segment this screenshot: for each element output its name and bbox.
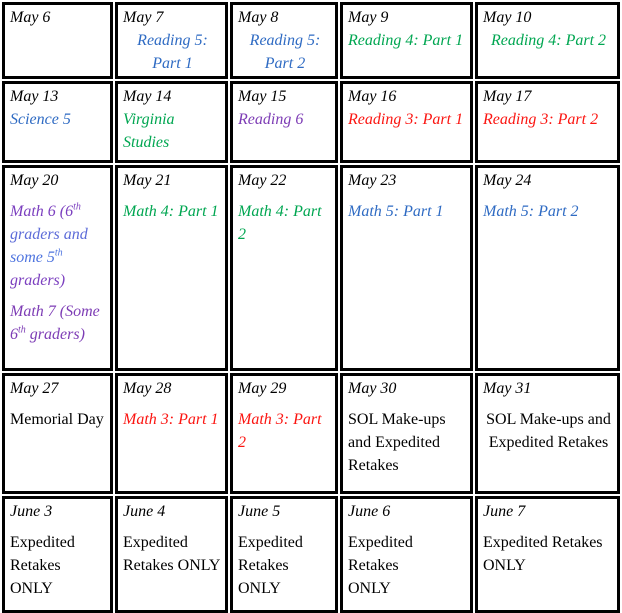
event-line: Expedited (238, 534, 303, 551)
cell-date-label: May 7 (123, 9, 164, 26)
event-line: Retakes ONLY (10, 557, 61, 597)
event-label (238, 200, 332, 246)
cell-date-label: May 14 (123, 88, 172, 105)
event-label (10, 108, 107, 131)
cell-date-label: June 3 (10, 503, 53, 520)
event-label (348, 29, 467, 52)
cell-date-label: May 8 (238, 9, 279, 26)
event-label (483, 531, 614, 577)
event-line: Math 4: Part 1 (123, 203, 219, 220)
cell-date-label: June 7 (483, 503, 526, 520)
calendar-cell-may-13 (2, 81, 113, 163)
calendar-cell-may-28 (115, 373, 228, 494)
calendar-cell-may-6 (2, 2, 113, 79)
calendar-row-2 (2, 81, 620, 163)
event-line: graders and (10, 226, 88, 243)
event-label (348, 408, 467, 477)
event-line: Memorial Day (10, 411, 104, 428)
event-line: Math 3: Part 1 (123, 411, 219, 428)
calendar-cell-june-3 (2, 496, 113, 613)
event-line: SOL Make-ups (348, 411, 446, 428)
event-line: Retakes ONLY (238, 557, 289, 597)
event-line: Retakes ONLY (123, 557, 221, 574)
calendar-cell-may-24 (475, 165, 620, 371)
calendar-cell-may-17 (475, 81, 620, 163)
event-label (10, 408, 107, 431)
calendar-cell-may-22 (230, 165, 338, 371)
cell-date-label: May 16 (348, 88, 397, 105)
event-line: Retakes (348, 457, 399, 474)
calendar-cell-may-8 (230, 2, 338, 79)
event-line: Expedited (10, 534, 75, 551)
superscript-text: th (73, 201, 81, 213)
calendar-cell-may-23 (340, 165, 473, 371)
calendar-row-5 (2, 496, 620, 613)
cell-date-label: June 4 (123, 503, 166, 520)
event-label (348, 200, 467, 223)
calendar-cell-june-6 (340, 496, 473, 613)
cell-date-label: May 23 (348, 172, 397, 189)
event-label (238, 108, 332, 131)
event-label (238, 531, 332, 600)
event-label (483, 200, 614, 223)
event-line: 6th graders) (10, 324, 85, 343)
calendar-cell-may-15 (230, 81, 338, 163)
event-line: Part 2 (264, 55, 306, 72)
cell-date-label: May 17 (483, 88, 532, 105)
event-label (483, 108, 614, 131)
cell-date-label: May 29 (238, 380, 287, 397)
calendar-cell-may-30 (340, 373, 473, 494)
calendar-row-3 (2, 165, 620, 371)
calendar-cell-may-9 (340, 2, 473, 79)
calendar-cell-may-14 (115, 81, 228, 163)
calendar-cell-may-7 (115, 2, 228, 79)
event-line: Math 4: Part 2 (238, 203, 322, 243)
calendar-body (2, 2, 620, 613)
event-line: graders) (10, 272, 66, 289)
event-line: Expedited Retakes (488, 434, 609, 451)
cell-date-label: June 5 (238, 503, 281, 520)
event-line: Math 5: Part 2 (483, 203, 579, 220)
event-line: Math 5: Part 1 (348, 203, 444, 220)
cell-date-label: May 20 (10, 172, 59, 189)
event-label (123, 200, 222, 223)
superscript-text: th (18, 324, 26, 336)
event-line: Reading 4: Part 2 (490, 32, 607, 49)
cell-date-label: May 27 (10, 380, 59, 397)
event-label (10, 300, 107, 346)
cell-date-label: May 13 (10, 88, 59, 105)
event-line: Reading 6 (238, 111, 304, 128)
event-line: and Expedited (348, 434, 440, 451)
event-line: Reading 3: Part 1 (348, 111, 464, 128)
event-label (483, 408, 614, 454)
calendar-cell-may-27 (2, 373, 113, 494)
event-label (10, 531, 107, 600)
superscript-text: th (54, 247, 63, 259)
event-line: Expedited Retakes (483, 534, 603, 551)
event-line: Virginia (123, 111, 175, 128)
cell-date-label: May 21 (123, 172, 172, 189)
event-label (10, 200, 107, 292)
event-line: Reading 4: Part 1 (348, 32, 464, 49)
event-line: some 5th (10, 247, 63, 266)
calendar-cell-may-10 (475, 2, 620, 79)
event-label (238, 29, 332, 75)
event-line: Reading 3: Part 2 (483, 111, 599, 128)
event-label (123, 531, 222, 577)
calendar-cell-may-31 (475, 373, 620, 494)
cell-date-label: May 15 (238, 88, 287, 105)
event-label (348, 108, 467, 131)
event-label (123, 29, 222, 75)
event-label (238, 408, 332, 454)
calendar-cell-june-5 (230, 496, 338, 613)
cell-date-label: May 22 (238, 172, 287, 189)
event-line: Studies (123, 134, 170, 151)
cell-date-label: May 6 (10, 9, 51, 26)
event-label (348, 531, 467, 600)
event-line: Math 6 (6th (10, 201, 81, 220)
event-label (123, 108, 222, 154)
cell-date-label: May 9 (348, 9, 389, 26)
event-line: Expedited (123, 534, 188, 551)
event-line: Expedited Retakes (348, 534, 413, 574)
cell-date-label: May 10 (483, 9, 532, 26)
calendar-cell-june-7 (475, 496, 620, 613)
event-line: ONLY (348, 580, 391, 597)
cell-date-label: June 6 (348, 503, 391, 520)
event-label (483, 29, 614, 52)
calendar-row-4 (2, 373, 620, 494)
event-line: Math 7 (Some (10, 303, 100, 320)
cell-date-label: May 24 (483, 172, 532, 189)
event-line: ONLY (483, 557, 526, 574)
cell-date-label: May 28 (123, 380, 172, 397)
calendar-cell-may-29 (230, 373, 338, 494)
cell-date-label: May 31 (483, 380, 532, 397)
calendar-cell-may-20 (2, 165, 113, 371)
calendar-cell-may-16 (340, 81, 473, 163)
calendar-cell-june-4 (115, 496, 228, 613)
event-label (123, 408, 222, 431)
event-line: SOL Make-ups and (486, 411, 611, 428)
calendar-row-1 (2, 2, 620, 79)
event-line: Reading 5: (137, 32, 208, 49)
calendar-cell-may-21 (115, 165, 228, 371)
event-line: Science 5 (10, 111, 71, 128)
event-line: Math 3: Part 2 (238, 411, 322, 451)
event-line: Reading 5: (249, 32, 321, 49)
cell-date-label: May 30 (348, 380, 397, 397)
event-line: Part 1 (152, 55, 193, 72)
